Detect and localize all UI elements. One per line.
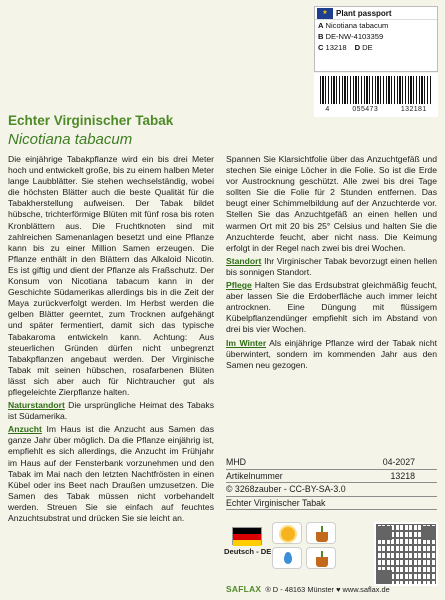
plant-passport — [314, 6, 438, 72]
description-right-column — [226, 154, 437, 373]
anzucht-continued: Spannen Sie Klarsichtfolie über das Anzuchtgefäß und stechen Sie einige Löcher in die Folie. So ist die Erde vor Austrocknung geschützt. Alle zwei bis drei Tage sollten Sie die Folie für 2 Stunden entfernen. Das beugt einer Schimmelbildung auf der Anzuchterde vor. Stellen Sie das Anzuchtgefäß an einen hellen und warmen Ort mit 20 bis 25° Celsius und halten Sie die Anzuchterde feucht, aber nicht nass. Die Keimung erfolgt in der Regel nach zwei bis drei Wochen. — [226, 154, 437, 253]
pflege-paragraph: Pflege Halten Sie das Erdsubstrat gleichmäßig feucht, aber lassen Sie die Erdoberfläche auch immer leicht antrocknen. Eine Düngung mit flüssigem Kübelpflanzendünger empfiehlt sich im Abstand von drei bis vier Wochen. — [226, 280, 437, 335]
pot-icon — [316, 532, 328, 542]
naturstandort-paragraph: Naturstandort Die ursprüngliche Heimat des Tabaks ist Südamerika. — [8, 400, 214, 422]
passport-row-a: A Nicotiana tabacum — [318, 21, 389, 30]
winter-paragraph: Im Winter Als einjährige Pflanze wird der Tabak nicht überwintert, sondern im kommenden Jahr aus den Samen neu gezogen. — [226, 337, 438, 370]
qr-code — [374, 522, 438, 586]
footer-address: ® D - 48163 Münster ♥ www.saflax.de — [265, 584, 390, 594]
naturstandort-heading: Naturstandort — [8, 400, 65, 411]
barcode-bars — [320, 76, 432, 104]
anzucht-heading: Anzucht — [8, 424, 42, 435]
footer — [226, 584, 441, 594]
botanical-name: Nicotiana tabacum — [8, 131, 133, 148]
watering-badge — [272, 547, 302, 569]
pot-badge — [306, 522, 336, 544]
pflege-heading: Pflege — [226, 280, 252, 291]
barcode — [314, 73, 438, 117]
product-info-table — [226, 456, 437, 510]
seedling-badge — [306, 547, 336, 569]
saflax-logo: SAFLAX — [226, 584, 262, 594]
anzucht-paragraph: Anzucht Im Haus ist die Anzucht aus Samen das ganze Jahr über möglich. Da die Pflanze einjährig ist, empfiehlt es sich allerdings, die Anzucht im Frühjahr im Haus auf der Fensterbank vorzunehmen und den Tabak im Mai nach den letzten Nachtfrösten in einen Kübel oder ins Beet nach Draußen umzusetzen. Die Samen des Tabak müssen nicht vorbehandelt werden. Streuen Sie sie einfach auf feuchtes Anzuchtsubstrat und drücken Sie sie leicht an. — [8, 424, 214, 523]
passport-title: Plant passport — [336, 8, 392, 18]
water-drop-icon — [284, 552, 292, 564]
eu-flag-icon: ★ — [317, 8, 333, 19]
standort-heading: Standort — [226, 255, 262, 266]
small-pot-icon — [316, 557, 328, 567]
sun-icon — [281, 527, 295, 541]
passport-row-b: B DE-NW-4103359 — [318, 32, 384, 41]
intro-paragraph: Die einjährige Tabakpflanze wird ein bis drei Meter hoch und entwickelt große, bis zu einem halben Meter lange Laubblätter. Sie stehen wechselständig, wobei die höchsten Blätter auch die beste Qualität für die Tabakherstellung aufweisen. Der Tabak bildet hübsche, trichterförmige Blüten mit fünf rosa bis roten Kronblättern aus. Die Fruchtknoten sind mit zahlreichen Samenanlagen besetzt und eine Pflanze kann bis zu einer Million Samen erzeugen. Die Pflanze enthält in den Blättern das Alkaloid Nicotin. Es ist giftig und dient der Pflanze als Fraßschutz. Der Konsum von Nicotiana tabacum kann in der Geschichte Südamerikas allerdings bis in die Zeit der Maya zurückverfolgt werden. Im Herbst werden die gelben Blätter geerntet, zum Trocknen aufgehängt und später fermentiert, damit sich das typische Tabakaroma entwickeln kann. Achtung: Aus steuerlichen Gründen dürfen nicht unbegrenzt Tabakpflanzen angebaut werden. Der Virginische Tabak mit seinen hübschen, rosafarbenen Blüten lässt sich aber auch für Nichtraucher gut als pflegeleichte Zierpflanze halten. — [8, 154, 214, 397]
copyright-line: © 3268zauber - CC-BY-SA-3.0 — [226, 483, 437, 497]
barcode-digits: 4 055473 132181 — [325, 106, 427, 113]
winter-heading: Im Winter — [226, 337, 267, 348]
description-left-column — [8, 154, 214, 526]
sunlight-badge — [272, 522, 302, 544]
germany-flag-icon — [232, 527, 262, 545]
care-pictograms — [270, 522, 370, 570]
mhd-row: MHD 04-2027 — [226, 456, 437, 470]
language-label: Deutsch - DE — [224, 547, 272, 556]
standort-paragraph: Standort Ihr Virginischer Tabak bevorzugt einen hellen bis sonnigen Standort. — [226, 255, 437, 277]
passport-header — [315, 7, 437, 20]
article-number-row: Artikelnummer 13218 — [226, 470, 437, 484]
product-title: Echter Virginischer Tabak — [8, 113, 174, 128]
product-name-line: Echter Virginischer Tabak — [226, 497, 437, 511]
passport-row-cd: C 13218 D DE — [318, 43, 373, 52]
